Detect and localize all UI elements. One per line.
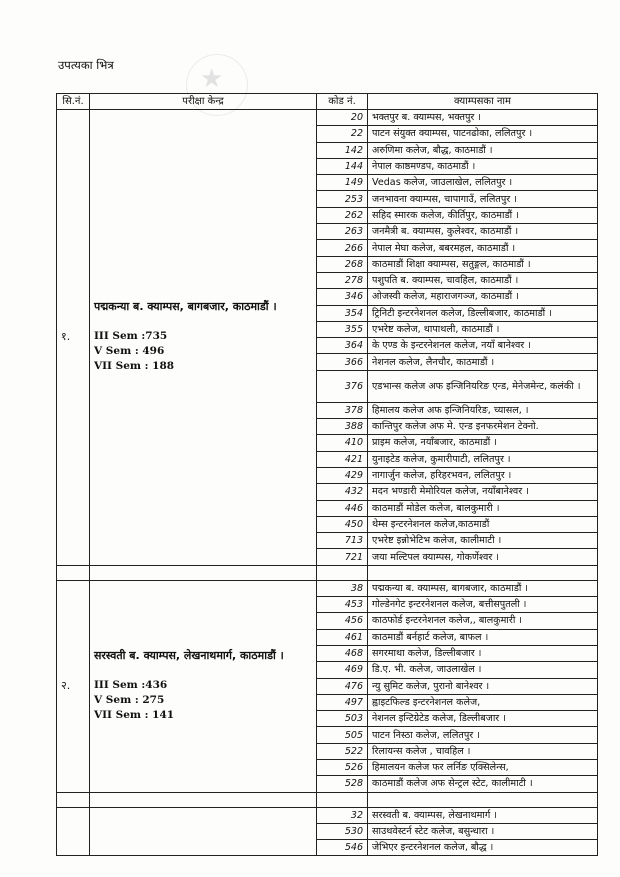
campus-code: 149 [317,175,368,191]
campus-name: सरस्वती ब. क्याम्पस, लेखनाथमार्ग । [368,807,598,823]
campus-code: 376 [317,370,368,402]
campus-code: 713 [317,533,368,549]
exam-center-cell [90,110,317,566]
campus-code: 346 [317,289,368,305]
campus-name: काठमाडौं कलेज अफ सेन्ट्रल स्टेट, कालीमाटी । [368,776,598,792]
campus-code: 253 [317,191,368,207]
campus-name: एभरेष्ट इन्नोभेटिभ कलेज, कालीमाटी । [368,533,598,549]
exam-center-cell [90,580,317,792]
header-center: परीक्षा केन्द्र [90,94,317,110]
campus-code: 366 [317,354,368,370]
campus-code: 446 [317,500,368,516]
campus-name: सहिद स्मारक कलेज, कीर्तिपुर, काठमाडौं । [368,207,598,223]
serial-number-cell [57,580,90,792]
campus-name: अरुणिमा कलेज, बौद्ध, काठमाडौं । [368,142,598,158]
serial-number-cell [57,110,90,566]
campus-name: युनाइटेड कलेज, कुमारीपाटी, ललितपुर । [368,451,598,467]
campus-code: 266 [317,240,368,256]
campus-code: 450 [317,516,368,532]
campus-code: 526 [317,759,368,775]
campus-code: 456 [317,613,368,629]
semester-count: VII Sem : 141 [94,709,175,722]
campus-name: नेशनल कलेज, लैनचौर, काठमाडौं । [368,354,598,370]
campus-code: 144 [317,158,368,174]
campus-code: 421 [317,451,368,467]
table-row [57,110,598,126]
campus-name: ट्रिनिटी इन्टरनेशनल कलेज, डिल्लीबजार, काठमाडौं । [368,305,598,321]
campus-code: 278 [317,272,368,288]
campus-code: 461 [317,629,368,645]
campus-code: 468 [317,645,368,661]
campus-name: नेपाल मेघा कलेज, बबरमहल, काठमाडौं । [368,240,598,256]
campus-code: 410 [317,435,368,451]
campus-code: 429 [317,467,368,483]
semester-count: V Sem : 496 [94,345,165,358]
campus-code: 530 [317,823,368,839]
table-row [57,580,598,596]
campus-code: 453 [317,597,368,613]
campus-name: गोल्डेनगेट इन्टरनेशनल कलेज, बत्तीसपुतली । [368,597,598,613]
campus-name: ओजस्वी कलेज, महाराजगञ्ज, काठमाडौं । [368,289,598,305]
header-code: कोड नं. [317,94,368,110]
semester-count: III Sem :735 [94,330,168,343]
campus-code: 22 [317,126,368,142]
campus-name: जया मल्टिपल क्याम्पस, गोकर्णेश्वर । [368,549,598,565]
header-name: क्याम्पसका नाम [368,94,598,110]
campus-name: काठमाडौं मोडेल कलेज, बालकुमारी । [368,500,598,516]
spacer-cell [90,792,317,807]
campus-name: पद्मकन्या ब. क्याम्पस, बागबजार, काठमाडौं । [368,580,598,596]
spacer-cell [368,792,598,807]
campus-code: 355 [317,321,368,337]
campus-name: न्यु सुमिट कलेज, पुरानो बानेश्वर । [368,678,598,694]
campus-code: 262 [317,207,368,223]
exam-center-cell [90,807,317,856]
campus-code: 268 [317,256,368,272]
campus-code: 476 [317,678,368,694]
spacer-cell [57,565,90,580]
campus-name: हिमालयन कलेज फर लर्निङ एक्सिलेन्स, [368,759,598,775]
campus-code: 38 [317,580,368,596]
campus-name: मदन भण्डारी मेमोरियल कलेज, नयाँबानेश्वर । [368,484,598,500]
campus-code: 505 [317,727,368,743]
campus-code: 354 [317,305,368,321]
campus-name: नेशनल इन्टिग्रेटेड कलेज, डिल्लीबजार । [368,711,598,727]
campus-code: 721 [317,549,368,565]
exam-center-name: सरस्वती ब. क्याम्पस, लेखनाथमार्ग, काठमाडौं । [94,649,284,663]
campus-code: 20 [317,110,368,126]
serial-number-cell [57,807,90,856]
campus-name: के एण्ड के इन्टरनेशनल कलेज, नयाँ बानेश्वर । [368,338,598,354]
campus-name: साउथवेस्टर्न स्टेट कलेज, बसुन्धारा । [368,823,598,839]
campus-name: डि.ए. भी. कलेज, जाउलाखेल । [368,662,598,678]
campus-name: थेम्स इन्टरनेशनल कलेज,काठमाडौं [368,516,598,532]
campus-name: कान्तिपुर कलेज अफ मे. एन्ड इनफरमेशन टेक्नो. [368,419,598,435]
campus-name: जनमैत्री ब. क्याम्पस, कुलेश्वर, काठमाडौं । [368,224,598,240]
spacer-cell [90,565,317,580]
semester-count: VII Sem : 188 [94,360,175,373]
campus-code: 432 [317,484,368,500]
campus-code: 263 [317,224,368,240]
semester-count: V Sem : 275 [94,694,165,707]
seal-star-icon: ★ [200,64,224,94]
semester-count: III Sem :436 [94,679,168,692]
campus-name: एभरेष्ट कलेज, थापाथली, काठमाडौं । [368,321,598,337]
campus-name: काठमाडौं शिक्षा क्याम्पस, सतुङ्गल, काठमाडौं । [368,256,598,272]
exam-center-table [56,93,598,856]
campus-code: 378 [317,402,368,418]
serial-number: १. [61,330,71,344]
campus-code: 388 [317,419,368,435]
campus-name: Vedas कलेज, जाउलाखेल, ललितपुर । [368,175,598,191]
campus-name: भक्तपुर ब. क्याम्पस, भक्तपुर । [368,110,598,126]
campus-code: 503 [317,711,368,727]
campus-name: पशुपति ब. क्याम्पस, चावहिल, काठमाडौं । [368,272,598,288]
campus-code: 497 [317,694,368,710]
serial-number: २. [61,679,71,693]
campus-name: नेपाल काष्ठमण्डप, काठमाडौं । [368,158,598,174]
campus-code: 522 [317,743,368,759]
campus-name: काठफोर्ड इन्टरनेशनल कलेज,, बालकुमारी । [368,613,598,629]
group-spacer-row [57,792,598,807]
group-spacer-row [57,565,598,580]
exam-center-name: पद्मकन्या ब. क्याम्पस, बागबजार, काठमाडौं । [94,300,277,314]
campus-name: प्राइम कलेज, नयाँबजार, काठमाडौं । [368,435,598,451]
campus-name: पाटन संयुक्त क्याम्पस, पाटनढोका, ललितपुर । [368,126,598,142]
campus-code: 546 [317,840,368,856]
table-header-row [57,94,598,110]
campus-name: हिमालय कलेज अफ इन्जिनियरिङ, च्यासल, । [368,402,598,418]
campus-name: ह्वाइटफिल्ड इन्टरनेशनल कलेज, [368,694,598,710]
spacer-cell [368,565,598,580]
campus-name: सगरमाथा कलेज, डिल्लीबजार । [368,645,598,661]
campus-name: एडभान्स कलेज अफ इन्जिनियरिङ एन्ड, मेनेजमेन्ट, कलंकी । [368,370,598,402]
campus-name: रिलायन्स कलेज , चावहिल । [368,743,598,759]
spacer-cell [57,792,90,807]
campus-name: जेभिएर इन्टरनेशनल कलेज, बौद्ध । [368,840,598,856]
campus-code: 528 [317,776,368,792]
campus-name: पाटन निस्ठा कलेज, ललितपुर । [368,727,598,743]
campus-code: 32 [317,807,368,823]
header-sn: सि.नं. [57,94,90,110]
campus-name: काठमाडौं बर्नहार्ट कलेज, बाफल । [368,629,598,645]
page-heading: उपत्यका भित्र [58,58,114,72]
campus-name: नागार्जुन कलेज, हरिहरभवन, ललितपुर । [368,467,598,483]
campus-code: 142 [317,142,368,158]
spacer-cell [317,792,368,807]
campus-name: जनभावना क्याम्पस, चापागाउँ, ललितपुर । [368,191,598,207]
spacer-cell [317,565,368,580]
table-row [57,807,598,823]
campus-code: 469 [317,662,368,678]
campus-code: 364 [317,338,368,354]
